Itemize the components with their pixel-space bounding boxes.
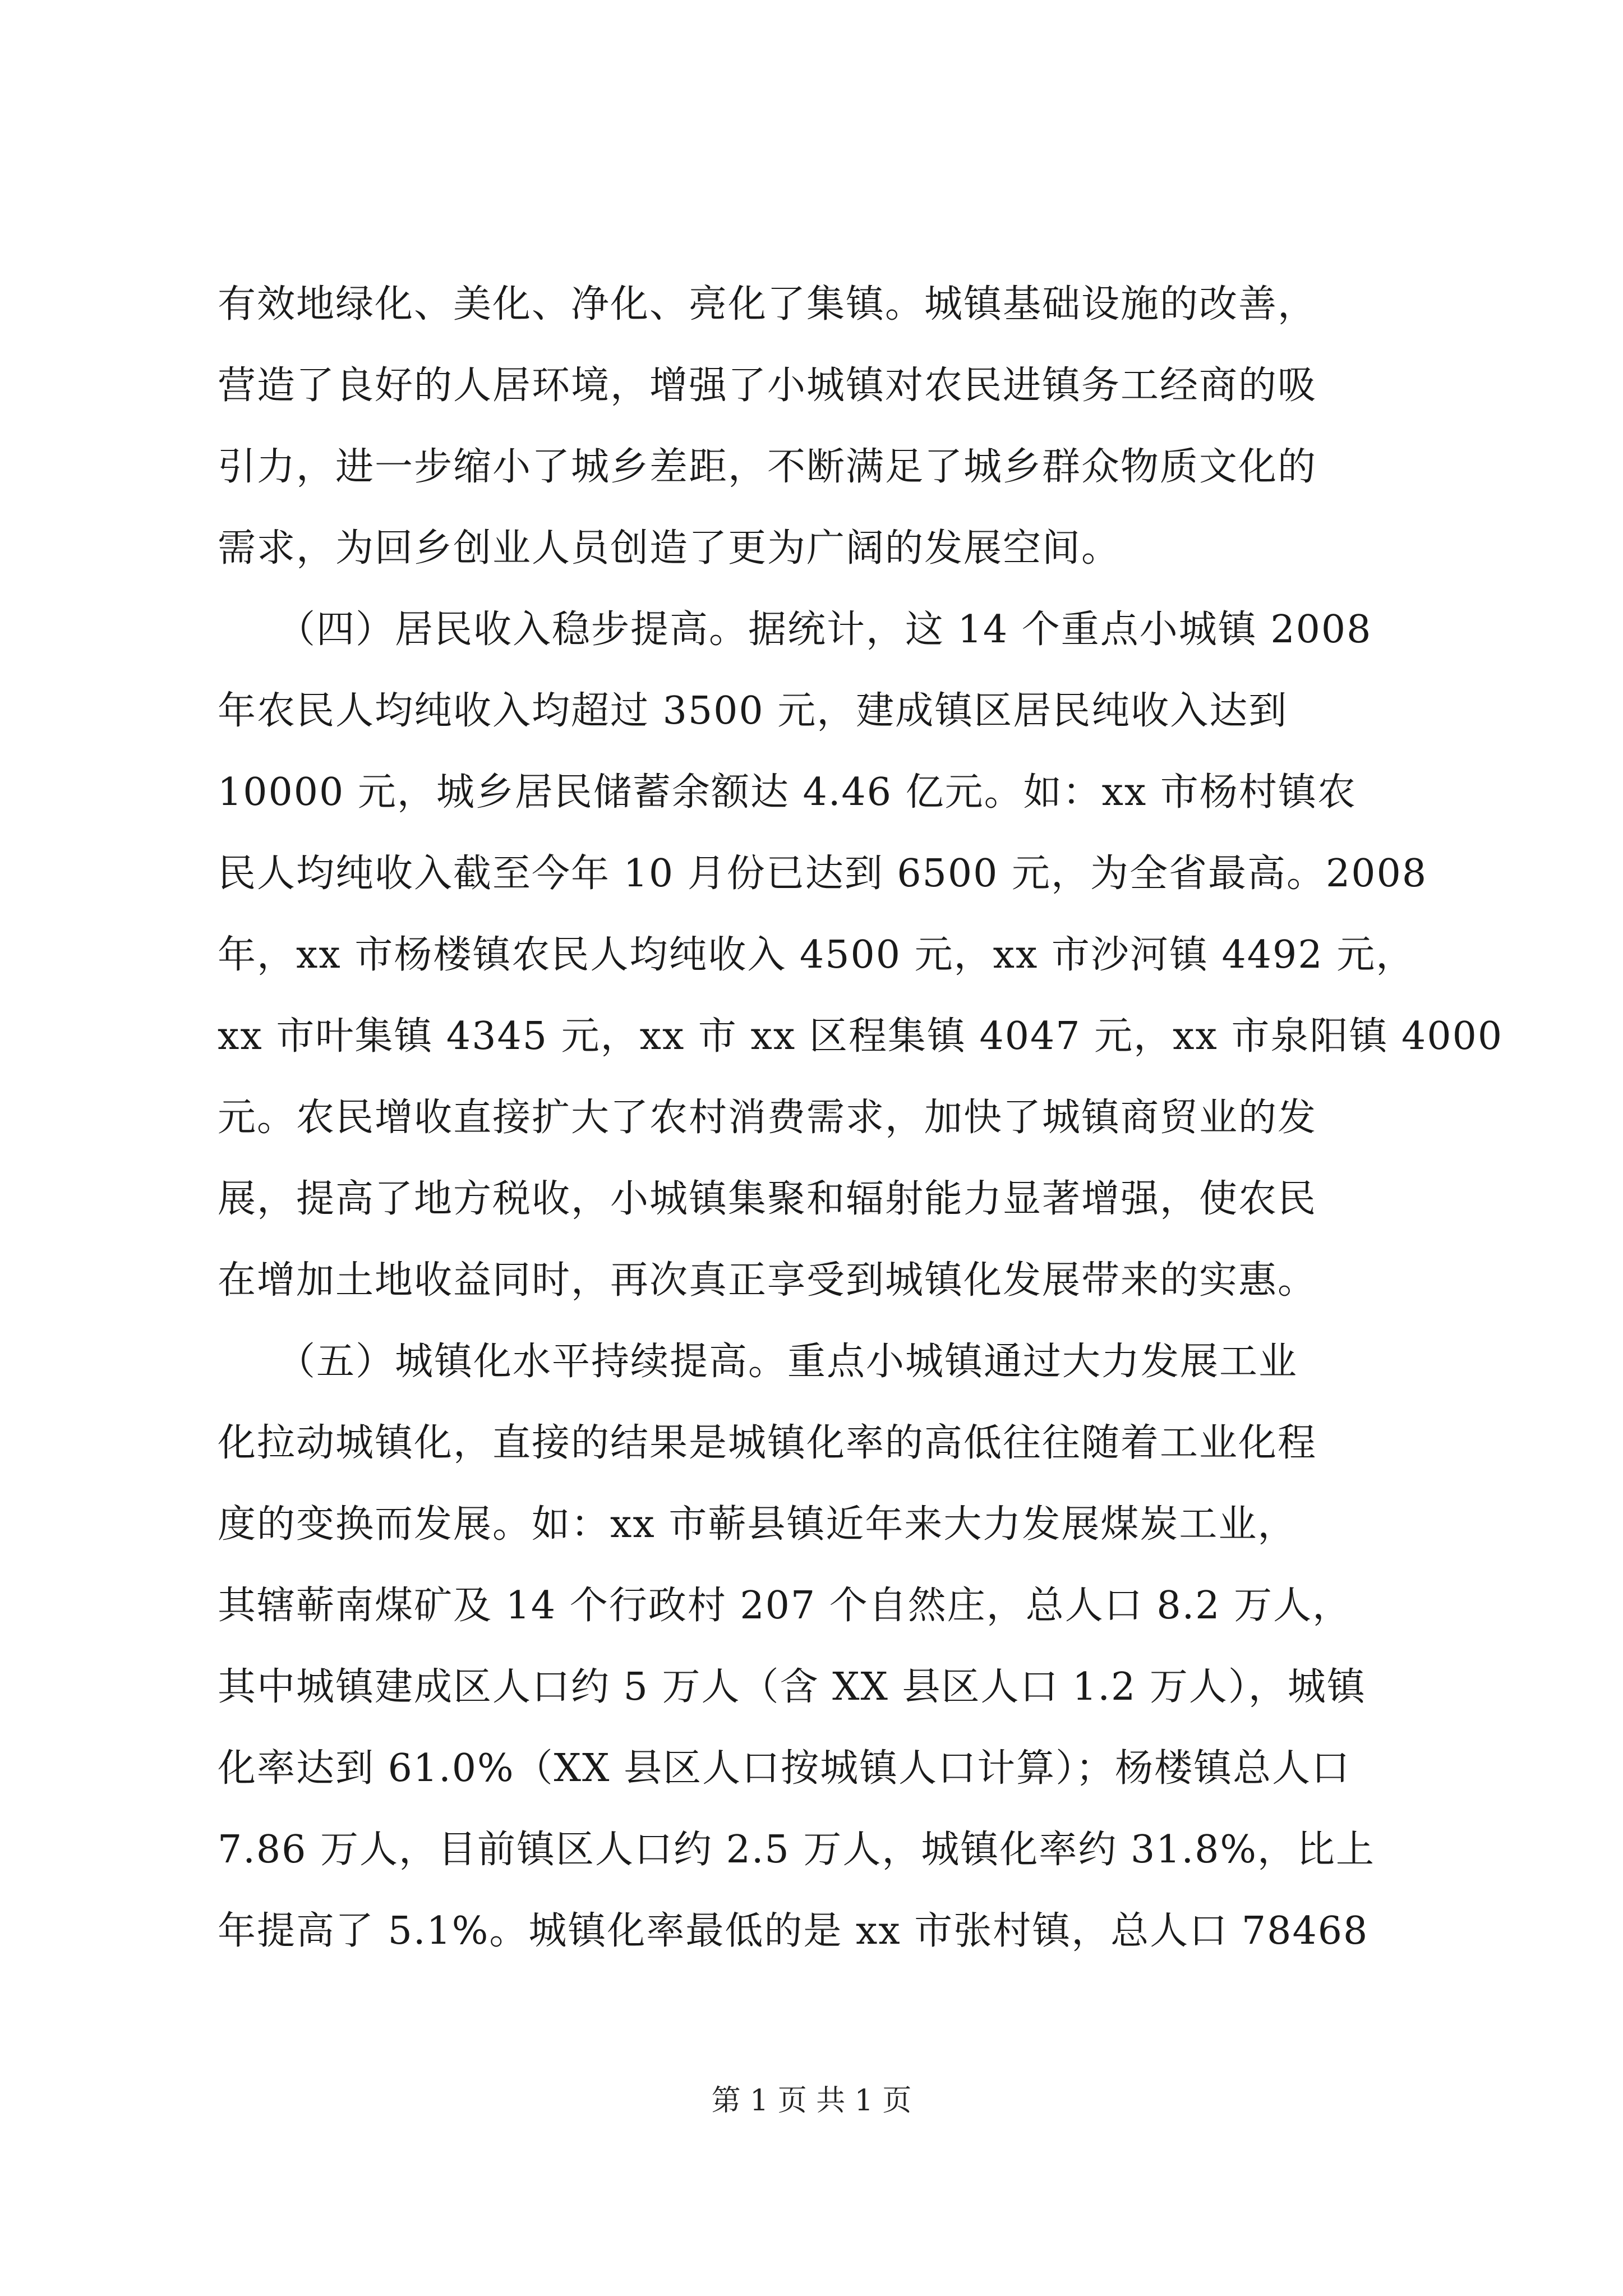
text-line: 年，xx 市杨楼镇农民人均纯收入 4500 元，xx 市沙河镇 4492 元， xyxy=(218,933,1415,977)
text-line: 化拉动城镇化，直接的结果是城镇化率的高低往往随着工业化程 xyxy=(218,1421,1317,1465)
text-line: 营造了良好的人居环境，增强了小城镇对农民进镇务工经商的吸 xyxy=(218,364,1317,408)
text-line: 民人均纯收入截至今年 10 月份已达到 6500 元，为全省最高。2008 xyxy=(218,852,1428,896)
document-body xyxy=(218,264,1504,1972)
text-line: 年提高了 5.1%。城镇化率最低的是 xx 市张村镇，总人口 78468 xyxy=(218,1909,1369,1953)
page-number-footer: 第 1 页 共 1 页 xyxy=(711,2084,912,2118)
text-line: 化率达到 61.0%（XX 县区人口按城镇人口计算）；杨楼镇总人口 xyxy=(218,1746,1351,1791)
text-line: 10000 元，城乡居民储蓄余额达 4.46 亿元。如：xx 市杨村镇农 xyxy=(218,770,1357,815)
text-line: 有效地绿化、美化、净化、亮化了集镇。城镇基础设施的改善， xyxy=(218,282,1317,326)
text-line: 需求，为回乡创业人员创造了更为广阔的发展空间。 xyxy=(218,526,1121,570)
text-line: 引力，进一步缩小了城乡差距，不断满足了城乡群众物质文化的 xyxy=(218,445,1317,489)
section-heading-line: （四）居民收入稳步提高。据统计，这 14 个重点小城镇 2008 xyxy=(218,608,1372,652)
text-line: 度的变换而发展。如：xx 市蕲县镇近年来大力发展煤炭工业， xyxy=(218,1502,1297,1547)
text-line: 展，提高了地方税收，小城镇集聚和辐射能力显著增强，使农民 xyxy=(218,1177,1317,1221)
text-line: 年农民人均纯收入均超过 3500 元，建成镇区居民纯收入达到 xyxy=(218,689,1288,733)
text-line: 其中城镇建成区人口约 5 万人（含 XX 县区人口 1.2 万人），城镇 xyxy=(218,1665,1366,1709)
text-line: 其辖蕲南煤矿及 14 个行政村 207 个自然庄，总人口 8.2 万人， xyxy=(218,1584,1352,1628)
text-line: 7.86 万人，目前镇区人口约 2.5 万人，城镇化率约 31.8%，比上 xyxy=(218,1828,1376,1872)
text-line: xx 市叶集镇 4345 元，xx 市 xx 区程集镇 4047 元，xx 市泉阳镇 4000 xyxy=(218,1014,1504,1059)
text-line: 在增加土地收益同时，再次真正享受到城镇化发展带来的实惠。 xyxy=(218,1258,1317,1303)
text-line: 元。农民增收直接扩大了农村消费需求，加快了城镇商贸业的发 xyxy=(218,1096,1317,1140)
section-heading-line: （五）城镇化水平持续提高。重点小城镇通过大力发展工业 xyxy=(218,1340,1298,1384)
